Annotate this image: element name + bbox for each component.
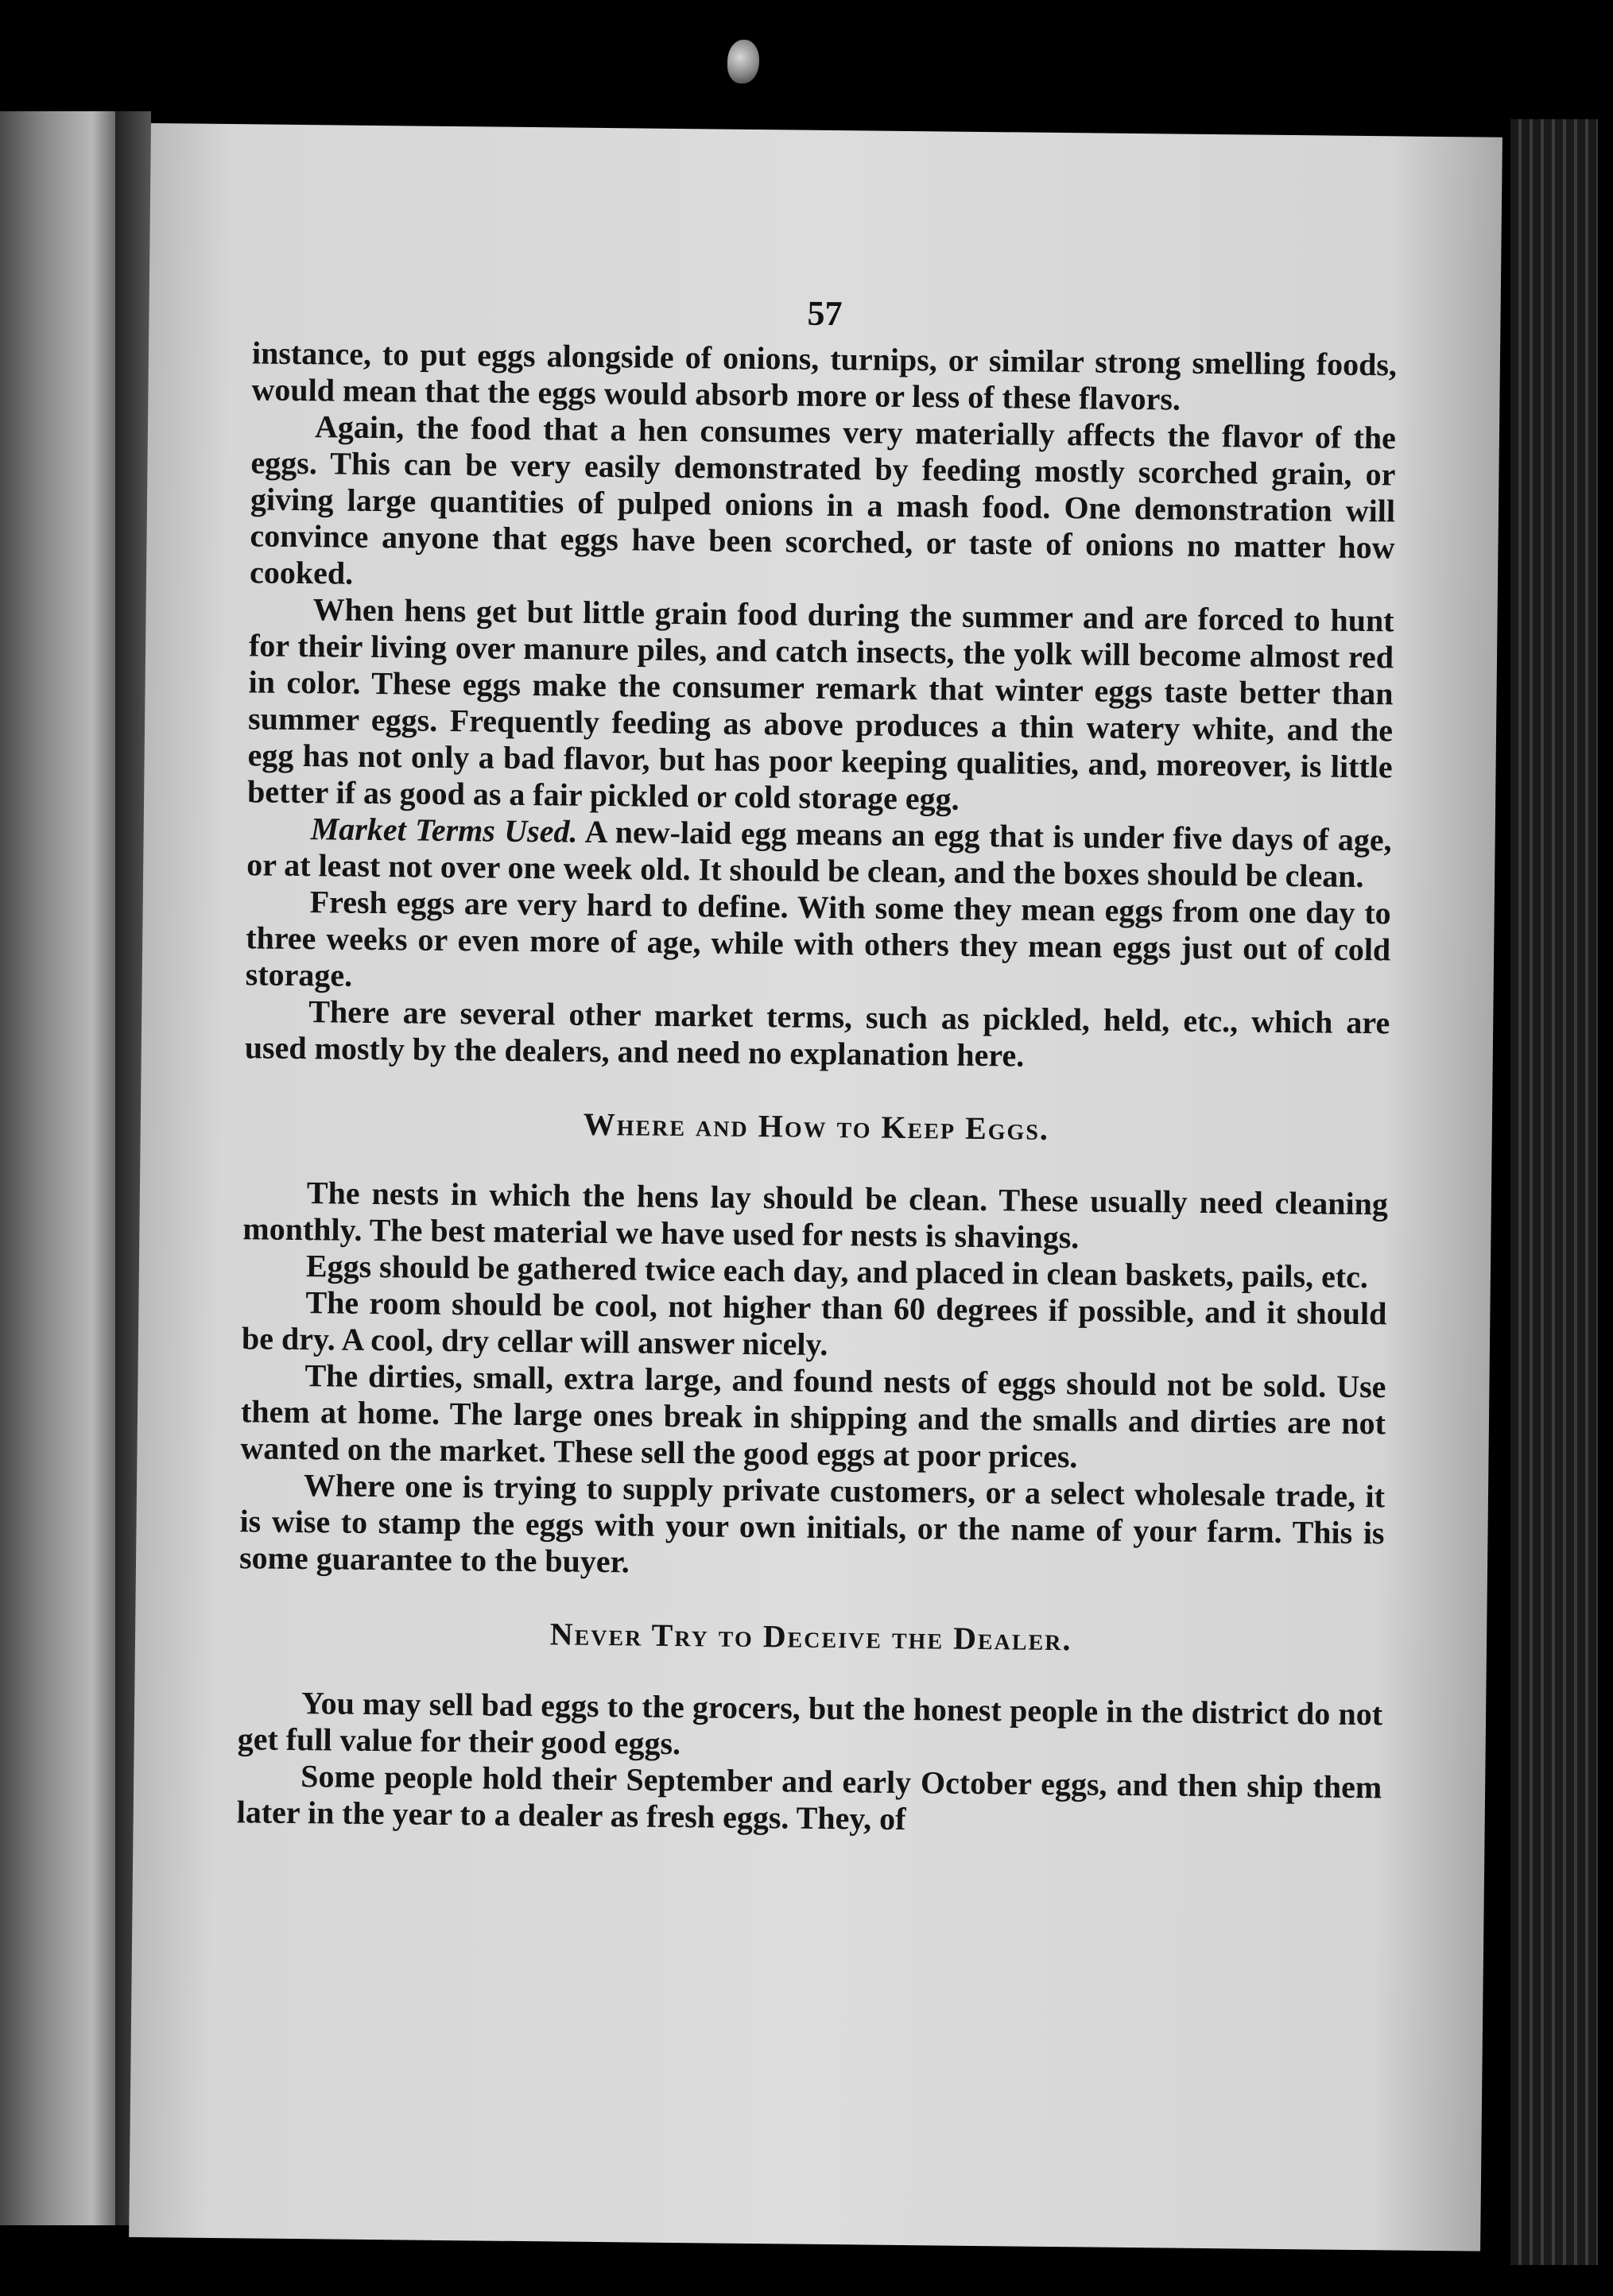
page-text-block bbox=[236, 124, 1399, 1837]
page-stack-edge bbox=[1510, 119, 1598, 2265]
book-page bbox=[129, 123, 1502, 2251]
paragraph: instance, to put eggs alongside of onions, turnips, or similar strong smelling foods, would mean that the eggs would absorb more or less of these flavors. bbox=[251, 335, 1398, 417]
paragraph-text: A new-laid egg means an egg that is under five days of age, or at least not over one week old. It should be clean, and the boxes should be clean. bbox=[246, 813, 1392, 895]
section-heading: Never Try to Deceive the Dealer. bbox=[549, 1616, 1072, 1658]
paragraph: Fresh eggs are very hard to define. With some they mean eggs from one day to three weeks or even more of age, while with others they mean eggs just out of cold storage. bbox=[245, 884, 1391, 993]
paragraph: Again, the food that a hen consumes very materially affects the flavor of the eggs. This can be very easily demonstrated by feeding mostly scorched grain, or giving large quantities of pulped onions in a mash food. One demonstration will convince anyone that eggs have been scorched, or taste of onions no matter how cooked. bbox=[249, 408, 1397, 591]
paragraph: There are several other market terms, such as pickled, held, etc., which are used mostly by the dealers, and need no explanation here. bbox=[244, 993, 1390, 1074]
paragraph: The nests in which the hens lay should be clean. These usually need cleaning monthly. The best material we have used for nests is shavings. bbox=[242, 1175, 1389, 1256]
paragraph: When hens get but little grain food during the summer and are forced to hunt for their living over manure piles, and catch insects, the yolk will become almost red in color. These eggs make the consumer remark that winter eggs taste better than summer eggs. Frequently feeding as above produces a thin watery white, and the egg has not only a bad flavor, but has poor keeping qualities, and, moreover, is little better if as good as a fair pickled or cold storage egg. bbox=[246, 591, 1394, 817]
paragraph bbox=[246, 810, 1392, 895]
facing-page-edge bbox=[0, 111, 115, 2225]
paragraph: Where one is trying to supply private customers, or a select wholesale trade, it is wise to stamp the eggs with your own initials, or the name of your farm. This is some guarantee to the buyer. bbox=[238, 1467, 1386, 1580]
paragraph: The room should be cool, not higher than 60 degrees if possible, and it should be dry. A cool, dry cellar will answer nicely. bbox=[241, 1284, 1387, 1362]
paragraph: The dirties, small, extra large, and found nests of eggs should not be sold. Use them at home. The large ones break in shipping and the smalls and dirties are not wanted on the market. These sell the good eggs at poor prices. bbox=[240, 1357, 1386, 1475]
page-body bbox=[237, 335, 1398, 1842]
page-number: 57 bbox=[807, 293, 843, 334]
run-in-heading: Market Terms Used. bbox=[310, 811, 578, 850]
section-heading: Where and How to Keep Eggs. bbox=[583, 1105, 1050, 1147]
binding-mark bbox=[727, 40, 759, 83]
paragraph: Eggs should be gathered twice each day, and placed in clean baskets, pails, etc. bbox=[305, 1248, 1369, 1295]
paragraph: Some people hold their September and early October eggs, and then ship them later in the year to a dealer as fresh eggs. They, of bbox=[236, 1758, 1382, 1837]
paragraph: You may sell bad eggs to the grocers, but the honest people in the district do not get full value for their good eggs. bbox=[237, 1685, 1383, 1762]
